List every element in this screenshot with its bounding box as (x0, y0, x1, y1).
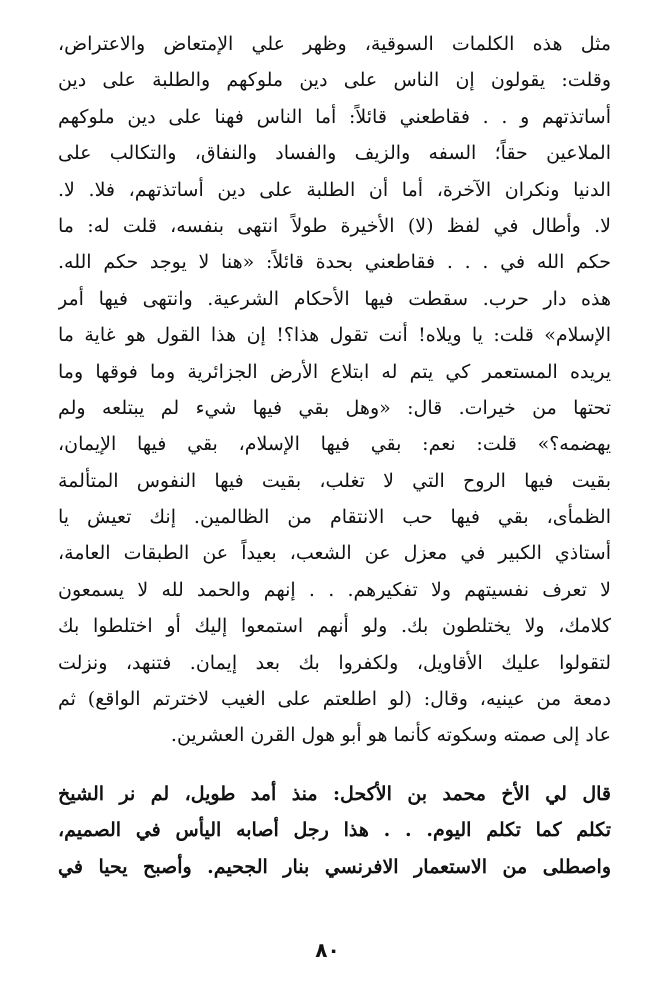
text-line: الإسلام» قلت: يا ويلاه! أنت تقول هذا؟! إن هذا القول هو غاية ما (58, 324, 611, 347)
text-line: الملاعين حقاً؛ السفه والزيف والفساد والنفاق، والتكالب على (58, 142, 611, 165)
text-line: أساتذتهم و . . فقاطعني قائلاً: أما الناس فهنا على دين ملوكهم (58, 105, 611, 128)
text-line: الظمأى، بقي فيها حب الانتقام من الظالمين. إنك تعيش يا (58, 506, 611, 529)
text-line: الدنيا ونكران الآخرة، أما أن الطلبة على دين أساتذتهم، فلا. لا. (58, 178, 611, 201)
text-line: هذه دار حرب. سقطت فيها الأحكام الشرعية. وانتهى فيها أمر (58, 287, 611, 310)
text-line: واصطلى من الاستعمار الافرنسي بنار الجحيم. وأصبح يحيا في (58, 855, 611, 878)
text-line: لا تعرف نفسيتهم ولا تفكيرهم. . . إنهم والحمد لله لا يسمعون (58, 578, 611, 601)
page-number: ٨٠ (315, 938, 340, 962)
text-line: يهضمه؟» قلت: نعم: بقي فيها الإسلام، بقي فيها الإيمان، (58, 433, 611, 456)
text-line: دمعة من عينيه، وقال: (لو اطلعتم على الغيب لاخترتم الواقع) ثم (58, 688, 611, 711)
text-line: حكم الله في . . . فقاطعني بحدة قائلاً: «هنا لا يوجد حكم الله. (58, 251, 611, 274)
text-line: لتقولوا عليك الأقاويل، ولكفروا بك بعد إيمان. فتنهد، ونزلت (58, 651, 611, 674)
text-line: تكلم كما تكلم اليوم. . . هذا رجل أصابه اليأس في الصميم، (58, 819, 611, 842)
text-line: قال لي الأخ محمد بن الأكحل: منذ أمد طويل، لم نر الشيخ (58, 782, 611, 805)
text-line: كلامك، ولا يختلطون بك. ولو أنهم استمعوا إليك أو اختلطوا بك (58, 615, 611, 638)
text-line: تحتها من خيرات. قال: «وهل بقي فيها شيء لم يبتلعه ولم (58, 396, 611, 419)
text-line: وقلت: يقولون إن الناس على دين ملوكهم والطلبة على دين (58, 69, 611, 92)
text-line: لا. وأطال في لفظ (لا) الأخيرة طولاً انتهى بنفسه، قلت له: ما (58, 214, 611, 237)
text-line: مثل هذه الكلمات السوقية، وظهر علي الإمتعاض والاعتراض، (58, 33, 611, 55)
text-line: أستاذي الكبير في معزل عن الشعب، بعيداً عن الطبقات العامة، (58, 542, 611, 565)
text-line: بقيت فيها الروح التي لا تغلب، بقيت فيها النفوس المتألمة (58, 469, 611, 492)
paragraph-2 (58, 776, 611, 885)
paragraph-1 (58, 26, 611, 754)
text-line: عاد إلى صمته وسكوته كأنما هو أبو هول القرن العشرين. (170, 724, 611, 747)
book-page (58, 26, 611, 997)
text-line: يريده المستعمر كي يتم له ابتلاع الأرض الجزائرية وما فوقها وما (58, 360, 611, 383)
